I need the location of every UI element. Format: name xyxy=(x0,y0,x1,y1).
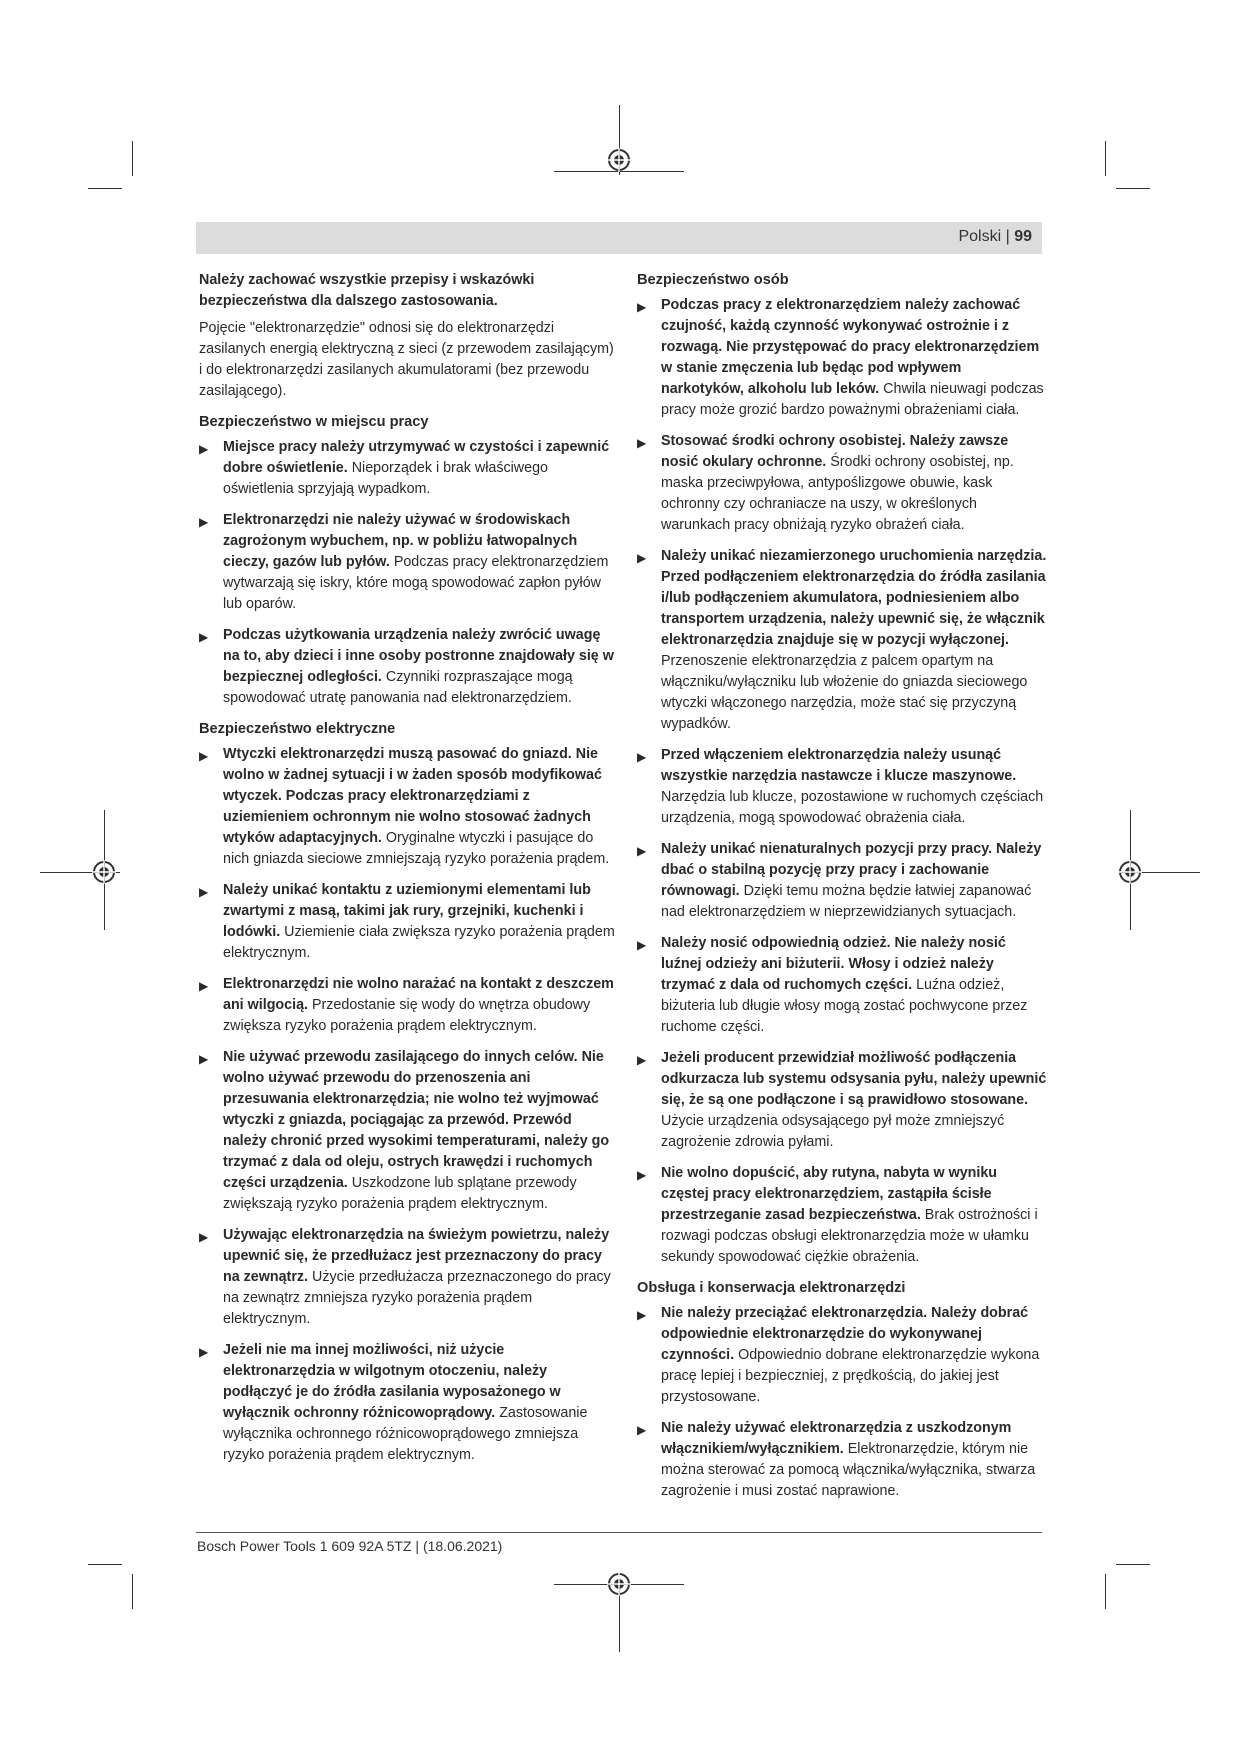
triangle-right-icon: ▶ xyxy=(637,1308,647,1322)
registration-mark-icon xyxy=(607,148,631,172)
list-item xyxy=(199,974,619,1037)
tool-care-list xyxy=(637,1303,1047,1502)
triangle-right-icon: ▶ xyxy=(637,436,647,450)
list-item-text xyxy=(223,625,619,709)
list-item-bold: Stosować środki ochrony osobistej. Należy zawsze nosić okulary ochronne. xyxy=(661,433,1009,470)
section-title-electrical-safety: Bezpieczeństwo elektryczne xyxy=(199,721,396,737)
list-item xyxy=(637,1303,1047,1408)
list-item xyxy=(199,437,619,500)
triangle-right-icon: ▶ xyxy=(637,1423,647,1437)
intro-warning: Należy zachować wszystkie przepisy i wskazówki bezpieczeństwa dla dalszego zastosowania. xyxy=(199,272,535,309)
crop-mark xyxy=(88,188,122,189)
list-item-bold: Jeżeli producent przewidział możliwość podłączenia odkurzacza lub systemu odsysania pyłu, należy upewnić się, że są one podłączone i są prawidłowo stosowane. xyxy=(661,1050,1047,1108)
list-item-body: Odpowiednio dobrane elektronarzędzie wykona pracę lepiej i bezpieczniej, z prędkością, do jakiej jest przystosowane. xyxy=(661,1347,1040,1405)
list-item-body: Podczas pracy elektronarzędziem wytwarzają się iskry, które mogą spowodować zapłon pyłów lub oparów. xyxy=(223,554,609,612)
list-item-bold: Używając elektronarzędzia na świeżym powietrzu, należy upewnić się, że przedłużacz jest przeznaczony do pracy na zewnątrz. xyxy=(223,1227,610,1285)
list-item-bold: Nie wolno dopuścić, aby rutyna, nabyta w wyniku częstej pracy elektronarzędziem, zastąpiła ścisłe przestrzeganie zasad bezpieczeństwa. xyxy=(661,1165,998,1223)
list-item-bold: Należy unikać kontaktu z uziemionymi elementami lub zwartymi z masą, takimi jak rury, grzejniki, kuchenki i lodówki. xyxy=(223,882,591,940)
header-separator: | xyxy=(1005,228,1015,245)
list-item xyxy=(637,839,1047,923)
crop-mark xyxy=(1116,188,1150,189)
list-item xyxy=(637,1418,1047,1502)
list-item-body: Nieporządek i brak właściwego oświetlenia sprzyjają wypadkom. xyxy=(223,460,548,497)
list-item-body: Oryginalne wtyczki i pasujące do nich gniazda sieciowe zmniejszają ryzyko porażenia prądem. xyxy=(223,830,610,867)
page-footer: Bosch Power Tools 1 609 92A 5TZ | (18.06.2021) xyxy=(197,1538,503,1554)
list-item-text xyxy=(661,933,1047,1038)
list-item-text xyxy=(223,437,619,500)
triangle-right-icon: ▶ xyxy=(637,551,647,565)
list-item-bold: Elektronarzędzi nie należy używać w środowiskach zagrożonym wybuchem, np. w pobliżu łatwopalnych cieczy, gazów lub pyłów. xyxy=(223,512,578,570)
list-item xyxy=(199,880,619,964)
footer-divider xyxy=(196,1532,1042,1533)
right-column xyxy=(637,270,1047,1512)
crop-mark xyxy=(1105,141,1106,176)
registration-mark-icon xyxy=(607,1572,631,1596)
list-item-bold: Nie należy używać elektronarzędzia z uszkodzonym włącznikiem/wyłącznikiem. xyxy=(661,1420,1012,1457)
list-item-text xyxy=(661,1418,1047,1502)
list-item-text xyxy=(661,839,1047,923)
triangle-right-icon: ▶ xyxy=(199,515,209,529)
list-item-body: Luźna odzież, biżuteria lub długie włosy mogą zostać pochwycone przez ruchome części. xyxy=(661,977,1028,1035)
list-item-bold: Miejsce pracy należy utrzymywać w czystości i zapewnić dobre oświetlenie. xyxy=(223,439,610,476)
list-item-text xyxy=(661,1163,1047,1268)
triangle-right-icon: ▶ xyxy=(199,1345,209,1359)
list-item-body: Chwila nieuwagi podczas pracy może grozić bardzo poważnymi obrażeniami ciała. xyxy=(661,381,1044,418)
crop-mark xyxy=(132,141,133,176)
intro-paragraph: Pojęcie "elektronarzędzie" odnosi się do elektronarzędzi zasilanych energią elektryczną z sieci (z przewodem zasilającym) i do elektronarzędzi zasilanych akumulatorami (bez przewodu zasilającego). xyxy=(199,320,614,399)
list-item-text xyxy=(661,546,1047,735)
crop-mark xyxy=(132,1574,133,1609)
list-item-body: Uszkodzone lub splątane przewody zwiększają ryzyko porażenia prądem elektrycznym. xyxy=(223,1175,577,1212)
triangle-right-icon: ▶ xyxy=(199,885,209,899)
list-item-bold: Podczas pracy z elektronarzędziem należy zachować czujność, każdą czynność wykonywać ostrożnie i z rozwagą. Nie przystępować do pracy elektronarzędziem w stanie zmęczenia lub będąc pod wpływem narkotyków, alkoholu lub leków. xyxy=(661,297,1040,397)
list-item-bold: Jeżeli nie ma innej możliwości, niż użycie elektronarzędzia w wilgotnym otoczeniu, należy podłączyć je do źródła zasilania wyposażonego w wyłącznik ochronny różnicowoprądowy. xyxy=(223,1342,561,1421)
triangle-right-icon: ▶ xyxy=(637,938,647,952)
crop-mark xyxy=(1105,1574,1106,1609)
page-header xyxy=(196,222,1042,254)
list-item-text xyxy=(223,1225,619,1330)
registration-mark-icon xyxy=(1118,860,1142,884)
registration-mark-icon xyxy=(92,860,116,884)
list-item xyxy=(637,546,1047,735)
list-item-text xyxy=(661,1048,1047,1153)
triangle-right-icon: ▶ xyxy=(637,300,647,314)
triangle-right-icon: ▶ xyxy=(199,979,209,993)
page-header-text xyxy=(958,228,1032,246)
list-item xyxy=(199,744,619,870)
triangle-right-icon: ▶ xyxy=(199,1230,209,1244)
list-item-body: Uziemienie ciała zwiększa ryzyko porażenia prądem elektrycznym. xyxy=(223,924,615,961)
list-item-bold: Należy nosić odpowiednią odzież. Nie należy nosić luźnej odzieży ani biżuterii. Włosy i odzież należy trzymać z dala od ruchomych części. xyxy=(661,935,1006,993)
list-item xyxy=(199,510,619,615)
list-item-body: Środki ochrony osobistej, np. maska przeciwpyłowa, antypoślizgowe obuwie, kask ochronny czy ochraniacze na uszy, w określonych warunkach pracy obniżają ryzyko obrażeń ciała. xyxy=(661,454,1014,533)
list-item-bold: Przed włączeniem elektronarzędzia należy usunąć wszystkie narzędzia nastawcze i klucze maszynowe. xyxy=(661,747,1017,784)
list-item-text xyxy=(661,1303,1047,1408)
list-item-body: Brak ostrożności i rozwagi podczas obsługi elektronarzędzia może w ułamku sekundy spowodować ciężkie obrażenia. xyxy=(661,1207,1038,1265)
crop-mark xyxy=(88,1564,122,1565)
list-item-bold: Podczas użytkowania urządzenia należy zwrócić uwagę na to, aby dzieci i inne osoby postronne znajdowały się w bezpiecznej odległości. xyxy=(223,627,614,685)
list-item-bold: Wtyczki elektronarzędzi muszą pasować do gniazd. Nie wolno w żadnej sytuacji i w żaden sposób modyfikować wtyczek. Podczas pracy elektronarzędziami z uziemieniem ochronnym nie wolno stosować żadnych wtyków adaptacyjnych. xyxy=(223,746,602,846)
list-item-bold: Należy unikać nienaturalnych pozycji przy pracy. Należy dbać o stabilną pozycję przy pracy i zachowanie równowagi. xyxy=(661,841,1042,899)
list-item xyxy=(199,1340,619,1466)
list-item xyxy=(637,1048,1047,1153)
triangle-right-icon: ▶ xyxy=(637,1053,647,1067)
list-item-body: Zastosowanie wyłącznika ochronnego różnicowoprądowego zmniejsza ryzyko porażenia prądem elektrycznym. xyxy=(223,1405,588,1463)
list-item-body: Dzięki temu można będzie łatwiej zapanować nad elektronarzędziem w nieprzewidzianych sytuacjach. xyxy=(661,883,1032,920)
list-item-bold: Nie używać przewodu zasilającego do innych celów. Nie wolno używać przewodu do przenoszenia ani przesuwania elektronarzędzia; nie wolno też wyjmować wtyczki z gniazda, pociągając za przewód. Przewód należy chronić przed wysokimi temperaturami, należy go trzymać z dala od oleju, ostrych krawędzi i ruchomych części urządzenia. xyxy=(223,1049,610,1191)
list-item-body: Użycie urządzenia odsysającego pył może zmniejszyć zagrożenie zdrowia pyłami. xyxy=(661,1113,1005,1150)
electrical-safety-list xyxy=(199,744,619,1466)
list-item-text xyxy=(223,880,619,964)
list-item xyxy=(199,1047,619,1215)
header-language: Polski xyxy=(958,228,1002,245)
triangle-right-icon: ▶ xyxy=(637,844,647,858)
list-item-text xyxy=(661,745,1047,829)
list-item-body: Czynniki rozpraszające mogą spowodować utratę panowania nad elektronarzędziem. xyxy=(223,669,573,706)
page-number: 99 xyxy=(1014,228,1032,245)
list-item xyxy=(637,745,1047,829)
list-item xyxy=(637,295,1047,421)
list-item-bold: Nie należy przeciążać elektronarzędzia. Należy dobrać odpowiednie elektronarzędzie do wykonywanej czynności. xyxy=(661,1305,1029,1363)
section-title-workplace-safety: Bezpieczeństwo w miejscu pracy xyxy=(199,414,429,430)
section-title-personal-safety: Bezpieczeństwo osób xyxy=(637,272,789,288)
list-item-text xyxy=(223,744,619,870)
list-item-text xyxy=(661,431,1047,536)
left-column xyxy=(199,270,619,1476)
list-item xyxy=(637,1163,1047,1268)
triangle-right-icon: ▶ xyxy=(199,630,209,644)
list-item-text xyxy=(223,510,619,615)
triangle-right-icon: ▶ xyxy=(199,1052,209,1066)
triangle-right-icon: ▶ xyxy=(637,750,647,764)
list-item-body: Przenoszenie elektronarzędzia z palcem opartym na włączniku/wyłączniku lub włożenie do gniazda sieciowego wtyczki włączonego narzędzia, może stać się przyczyną wypadków. xyxy=(661,653,1028,732)
list-item-bold: Należy unikać niezamierzonego uruchomienia narzędzia. Przed podłączeniem elektronarzędzia do źródła zasilania i/lub podłączeniem akumulatora, podniesieniem albo transportem urządzenia, należy upewnić się, że włącznik elektronarzędzia znajduje się w pozycji wyłączonej. xyxy=(661,548,1047,648)
list-item-bold: Elektronarzędzi nie wolno narażać na kontakt z deszczem ani wilgocią. xyxy=(223,976,614,1013)
list-item-body: Narzędzia lub klucze, pozostawione w ruchomych częściach urządzenia, mogą spowodować obrażenia ciała. xyxy=(661,789,1044,826)
list-item xyxy=(637,933,1047,1038)
workplace-safety-list xyxy=(199,437,619,709)
list-item-body: Elektronarzędzie, którym nie można sterować za pomocą włącznika/wyłącznika, stwarza zagrożenie i musi zostać naprawione. xyxy=(661,1441,1036,1499)
triangle-right-icon: ▶ xyxy=(199,749,209,763)
list-item-body: Przedostanie się wody do wnętrza obudowy zwiększa ryzyko porażenia prądem elektrycznym. xyxy=(223,997,591,1034)
triangle-right-icon: ▶ xyxy=(637,1168,647,1182)
list-item xyxy=(199,1225,619,1330)
list-item-text xyxy=(223,974,619,1037)
list-item-body: Użycie przedłużacza przeznaczonego do pracy na zewnątrz zmniejsza ryzyko porażenia prądem elektrycznym. xyxy=(223,1269,611,1327)
section-title-tool-use-and-care: Obsługa i konserwacja elektronarzędzi xyxy=(637,1280,906,1296)
crop-mark xyxy=(1116,1564,1150,1565)
list-item-text xyxy=(661,295,1047,421)
list-item-text xyxy=(223,1047,619,1215)
list-item-text xyxy=(223,1340,619,1466)
list-item xyxy=(199,625,619,709)
list-item xyxy=(637,431,1047,536)
personal-safety-list xyxy=(637,295,1047,1268)
triangle-right-icon: ▶ xyxy=(199,442,209,456)
